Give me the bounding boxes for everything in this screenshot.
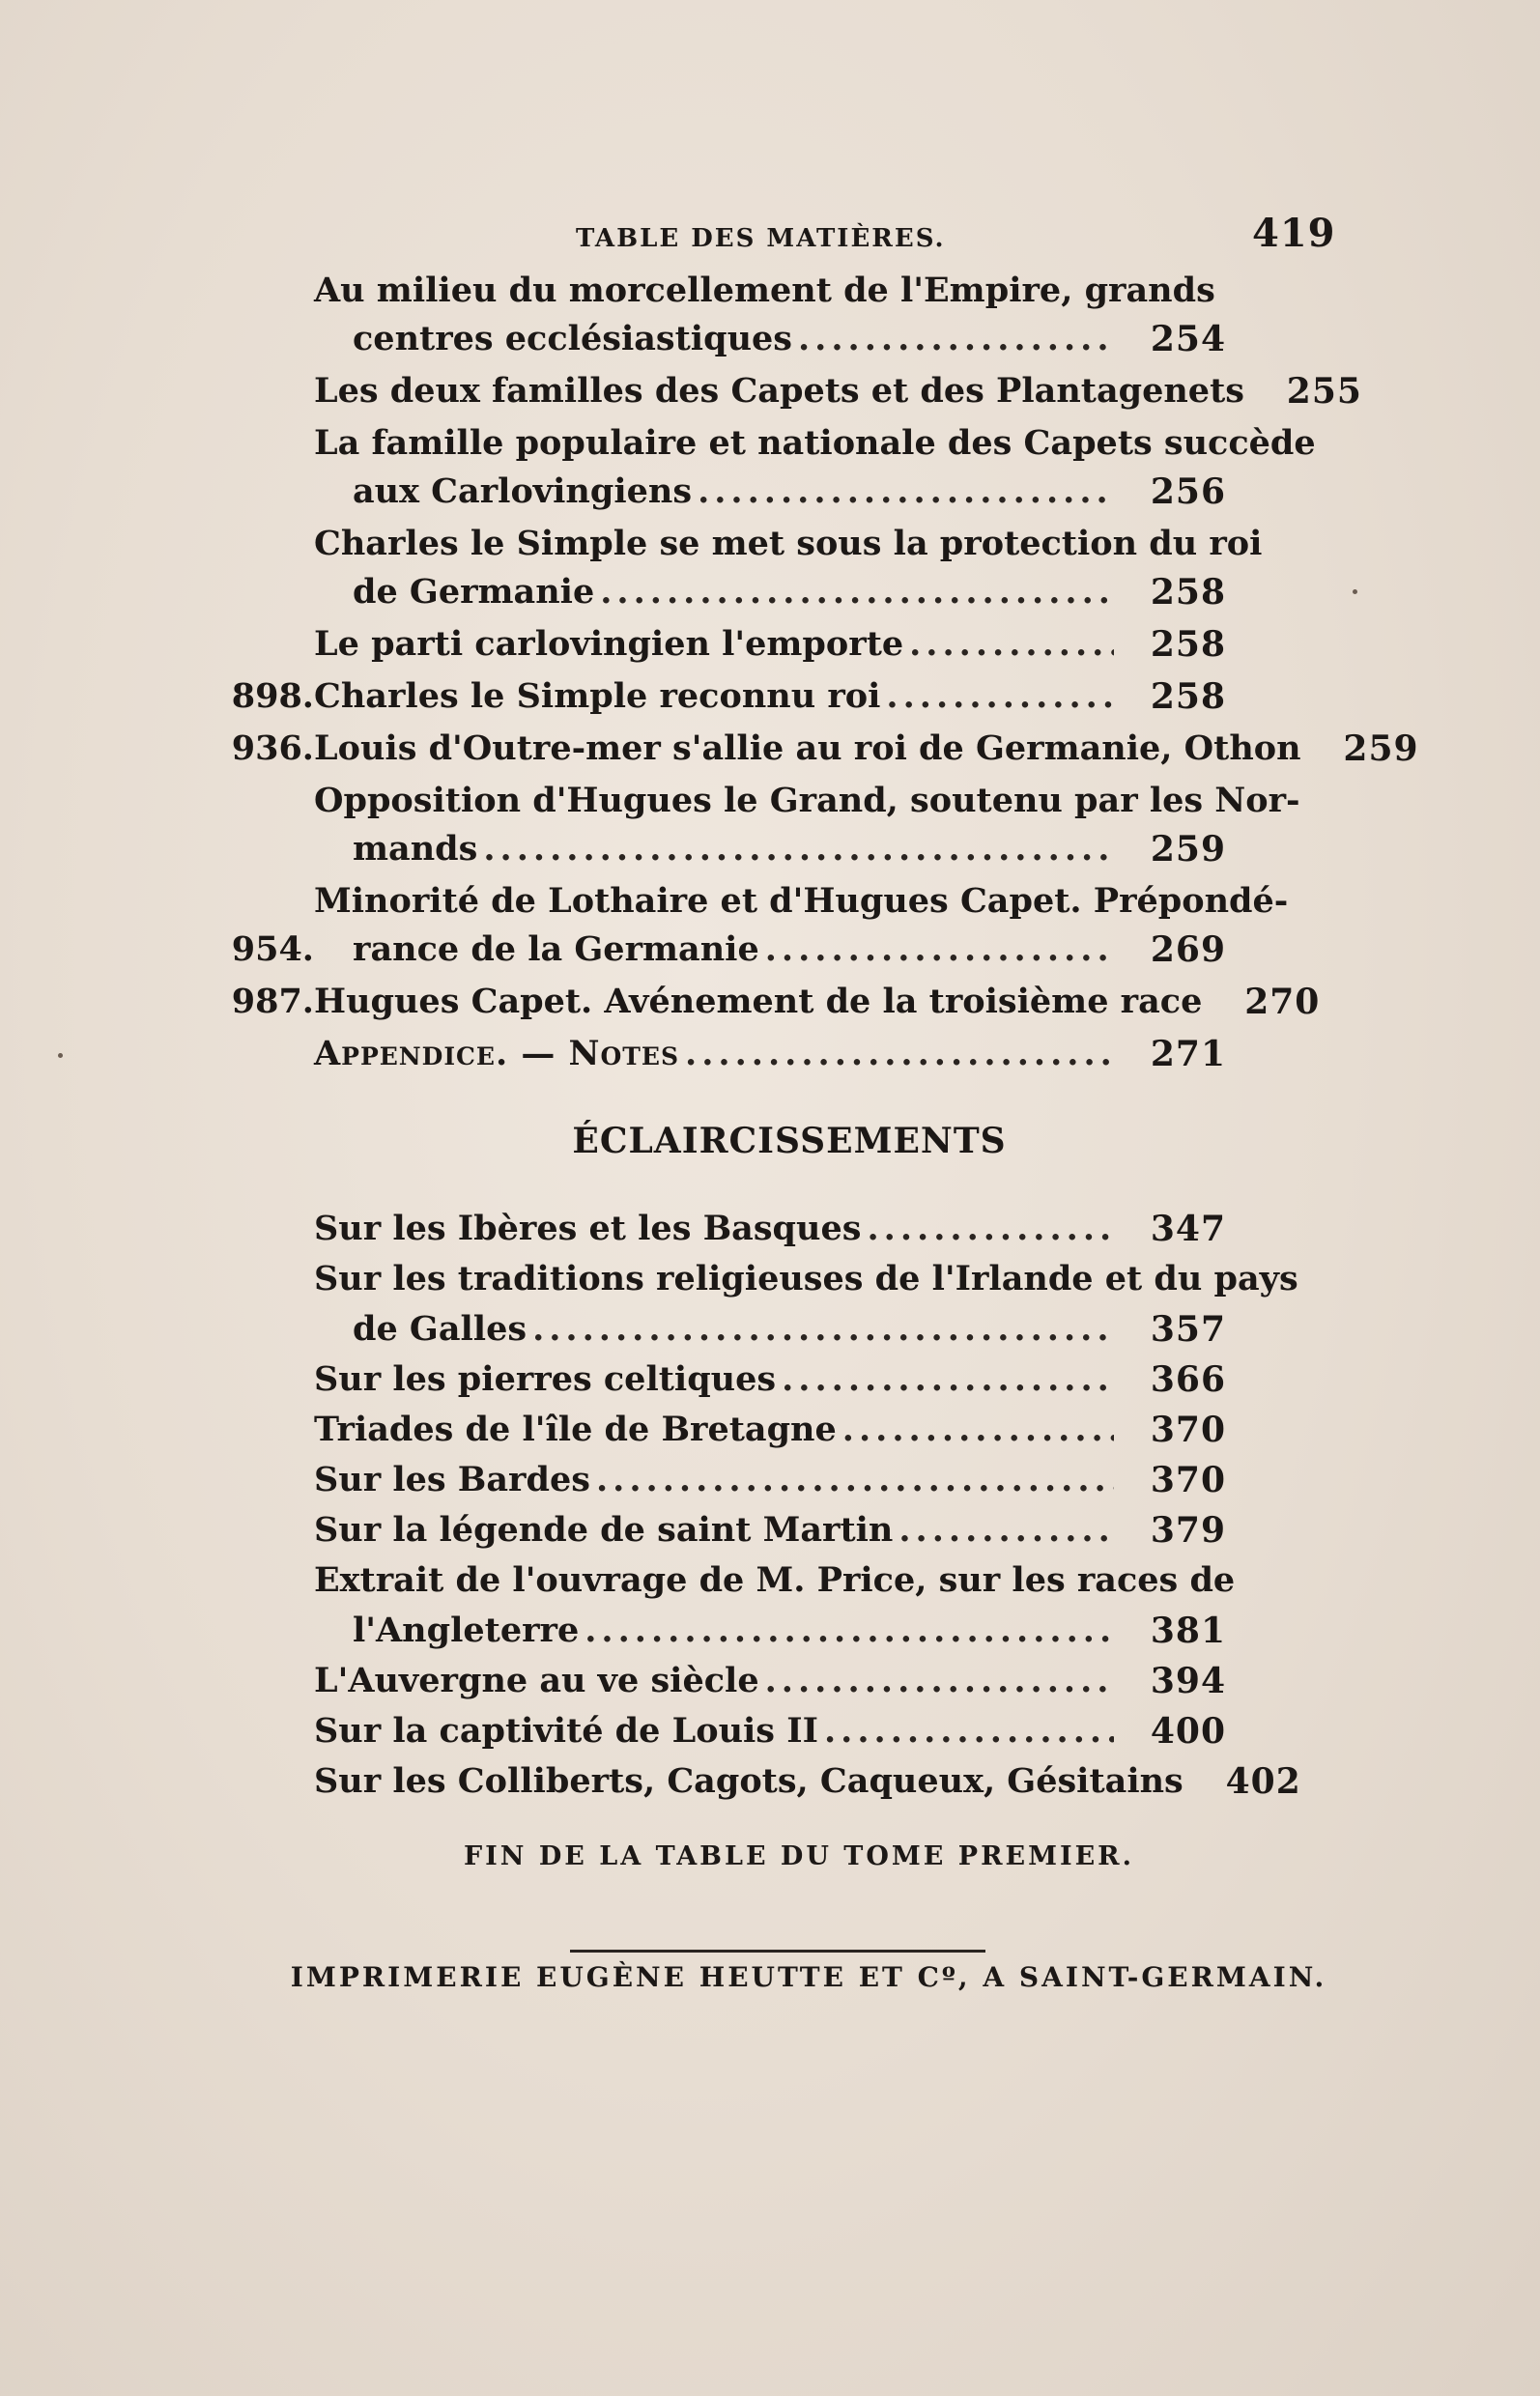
entry-page-number: 394	[1150, 1661, 1226, 1701]
entry-body	[314, 1706, 1226, 1756]
entry-page-number: 258	[1150, 572, 1226, 613]
entry-body	[314, 777, 1300, 873]
entry-page-number: 347	[1150, 1209, 1226, 1249]
entry-text: centres ecclésiastiques	[353, 319, 792, 358]
divider-rule	[570, 1950, 985, 1953]
entry-body	[314, 1505, 1226, 1555]
entry-page-number: 259	[1343, 728, 1419, 769]
entry-page-number: 259	[1150, 829, 1226, 870]
leader-dots	[867, 1204, 1114, 1254]
entry-text: Sur la légende de saint Martin	[314, 1510, 894, 1550]
toc-entry	[0, 1706, 1540, 1756]
entry-year: 936.	[231, 728, 314, 768]
entry-body	[314, 1204, 1226, 1254]
entry-text: Sur les Colliberts, Cagots, Caqueux, Gésitains	[314, 1761, 1184, 1801]
entry-text: mands	[353, 829, 478, 869]
toc-entry	[0, 1030, 1540, 1078]
entry-body	[314, 1355, 1226, 1405]
entry-body	[314, 1405, 1226, 1455]
leader-dots	[698, 468, 1114, 516]
entry-page-number: 381	[1150, 1611, 1226, 1651]
entry-body	[314, 520, 1263, 616]
entry-text-line1: Minorité de Lothaire et d'Hugues Capet. Prépondé-	[314, 881, 1289, 921]
paper-speck	[1353, 589, 1357, 594]
entry-text: L'Auvergne au ve siècle	[314, 1661, 759, 1700]
toc-entry	[0, 672, 1540, 721]
entry-body	[314, 877, 1289, 974]
entry-text-line1: Charles le Simple se met sous la protection du roi	[314, 524, 1263, 563]
entry-text: Louis d'Outre-mer s'allie au roi de Germanie, Othon	[314, 728, 1301, 768]
end-note: FIN DE LA TABLE DU TOME PREMIER.	[463, 1841, 1135, 1871]
leader-dots	[782, 1355, 1114, 1405]
leader-dots	[798, 315, 1114, 363]
entry-text: Sur la captivité de Louis II	[314, 1711, 818, 1751]
entry-text: Charles le Simple reconnu roi	[314, 676, 881, 716]
toc-entry	[0, 1505, 1540, 1555]
entry-page-number: 400	[1150, 1711, 1226, 1752]
toc-entry	[0, 1204, 1540, 1254]
entry-text: l'Angleterre	[353, 1611, 580, 1650]
entry-text: Le parti carlovingien l'emporte	[314, 624, 904, 664]
entry-text: Sur les Ibères et les Basques	[314, 1209, 862, 1248]
toc-entry	[0, 620, 1540, 669]
entry-text-line1: Au milieu du morcellement de l'Empire, grands	[314, 271, 1215, 310]
toc-entry	[0, 978, 1540, 1026]
entry-page-number: 270	[1244, 982, 1321, 1022]
entry-text-line1: Opposition d'Hugues le Grand, soutenu par les Nor-	[314, 781, 1300, 820]
entry-body	[314, 672, 1226, 721]
toc-entry	[0, 1254, 1540, 1355]
toc-entry	[0, 1555, 1540, 1656]
toc-entry	[0, 1405, 1540, 1455]
entry-page-number: 402	[1225, 1761, 1301, 1802]
entry-body	[314, 1254, 1298, 1355]
entry-page-number: 254	[1150, 319, 1226, 359]
leader-dots	[532, 1304, 1114, 1355]
entry-text: Triades de l'île de Bretagne	[314, 1410, 837, 1449]
toc-entry	[0, 1756, 1540, 1807]
entry-page-number: 255	[1286, 371, 1362, 412]
entry-text-line1: Extrait de l'ouvrage de M. Price, sur les races de	[314, 1560, 1236, 1600]
entry-text-line1: La famille populaire et nationale des Capets succède	[314, 423, 1316, 463]
toc-entry	[0, 877, 1540, 974]
leader-dots	[898, 1505, 1114, 1555]
toc-entry	[0, 1656, 1540, 1706]
toc-entry	[0, 419, 1540, 516]
toc-entry	[0, 777, 1540, 873]
entry-page-number: 258	[1150, 676, 1226, 717]
entry-page-number: 269	[1150, 929, 1226, 970]
printer-imprint: IMPRIMERIE EUGÈNE HEUTTE ET Cº, A SAINT-GERMAIN.	[290, 1961, 1327, 1993]
leader-dots	[765, 926, 1114, 974]
running-title: TABLE DES MATIÈRES.	[576, 224, 946, 253]
entry-text: de Germanie	[353, 572, 595, 612]
entry-page-number: 271	[1150, 1034, 1226, 1074]
entry-page-number: 370	[1150, 1460, 1226, 1500]
entry-body	[314, 419, 1316, 516]
entry-body	[314, 1656, 1226, 1706]
leader-dots	[596, 1455, 1114, 1505]
toc-main-list	[0, 267, 1540, 1082]
leader-dots	[483, 825, 1114, 873]
entry-body	[314, 1030, 1226, 1078]
paper-speck	[58, 1053, 63, 1058]
toc-eclaircissements-list	[0, 1204, 1540, 1807]
entry-text: aux Carlovingiens	[353, 471, 693, 511]
entry-page-number: 366	[1150, 1359, 1226, 1400]
entry-text: Hugues Capet. Avénement de la troisième race	[314, 982, 1203, 1021]
leader-dots	[824, 1706, 1114, 1756]
leader-dots	[909, 620, 1114, 669]
leader-dots	[685, 1030, 1114, 1078]
leader-dots	[600, 568, 1114, 616]
entry-year: 954.	[231, 929, 314, 969]
entry-page-number: 379	[1150, 1510, 1226, 1551]
leader-dots	[886, 672, 1114, 721]
entry-text: Les deux familles des Capets et des Plantagenets	[314, 371, 1244, 411]
entry-body	[314, 1455, 1226, 1505]
section-heading: ÉCLAIRCISSEMENTS	[572, 1121, 1007, 1161]
entry-body	[314, 1756, 1301, 1807]
entry-page-number: 256	[1150, 471, 1226, 512]
toc-entry	[0, 367, 1540, 415]
entry-page-number: 258	[1150, 624, 1226, 665]
entry-text: Sur les pierres celtiques	[314, 1359, 777, 1399]
entry-year: 898.	[231, 676, 314, 716]
entry-page-number: 357	[1150, 1309, 1226, 1350]
toc-entry	[0, 267, 1540, 363]
entry-body	[314, 267, 1226, 363]
entry-body	[314, 620, 1226, 669]
entry-body	[314, 725, 1419, 773]
entry-page-number: 370	[1150, 1410, 1226, 1450]
entry-text: Appendice. — Notes	[314, 1034, 680, 1073]
toc-entry	[0, 520, 1540, 616]
leader-dots	[585, 1606, 1114, 1656]
entry-text-line1: Sur les traditions religieuses de l'Irlande et du pays	[314, 1259, 1298, 1298]
entry-year: 987.	[231, 982, 314, 1021]
entry-body	[314, 978, 1321, 1026]
page-number: 419	[1252, 211, 1336, 256]
leader-dots	[765, 1656, 1114, 1706]
entry-body	[314, 367, 1362, 415]
toc-entry	[0, 1355, 1540, 1405]
toc-entry	[0, 725, 1540, 773]
entry-body	[314, 1555, 1236, 1656]
entry-text: de Galles	[353, 1309, 528, 1349]
toc-entry	[0, 1455, 1540, 1505]
entry-text: Sur les Bardes	[314, 1460, 590, 1499]
entry-text: rance de la Germanie	[353, 929, 759, 969]
leader-dots	[842, 1405, 1114, 1455]
running-head	[0, 211, 1540, 269]
